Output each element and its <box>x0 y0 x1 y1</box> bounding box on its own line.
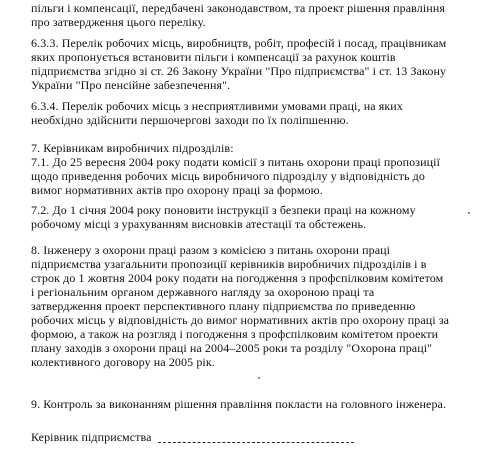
item-6-3-4-line: 6.3.4. Перелік робочих місць з несприятливими умовами праці, на яких <box>31 99 403 113</box>
section-8-line: 8. Інженеру з охорони праці разом з комісією з питань охорони праці <box>31 243 391 257</box>
item-6-3-3-line: України "Про пенсійне забезпечення". <box>31 78 231 92</box>
signature-line <box>158 442 354 443</box>
item-6-3-4-line: необхідно здійснити першочергові заходи по їх поліпшенню. <box>31 113 349 127</box>
item-6-3-3-line: 6.3.3. Перелік робочих місць, виробництв, робіт, професій і посад, працівникам <box>31 36 447 50</box>
item-7-1-line: щодо приведення робочих місць виробничого підрозділу у відповідність до <box>31 169 425 183</box>
section-8-line: строк до 1 жовтня 2004 року подати на погодження з профспілковим комітетом <box>31 271 444 285</box>
section-7-heading: 7. Керівникам виробничих підрозділів: <box>31 141 234 155</box>
signature-label: Керівник підприємства <box>31 430 152 444</box>
section-8-line: підприємства узагальнити пропозиції керівників виробничих підрозділів і в <box>31 257 427 271</box>
item-7-2-line: робочому місці з урахуванням висновків атестації та обстежень. <box>31 217 367 231</box>
section-8-line: робочих місць у відповідність до вимог нормативних актів про охорону праці за <box>31 313 450 327</box>
scan-speck <box>258 377 260 379</box>
item-6-3-3-line: підприємства згідно зі ст. 26 Закону України "Про підприємства" і ст. 13 Закону <box>31 64 447 78</box>
text-line: про затвердження цього переліку. <box>31 15 206 29</box>
section-8-line: колективного договору на 2005 рік. <box>31 355 215 369</box>
item-7-1-line: 7.1. До 25 вересня 2004 року подати комісії з питань охорони праці пропозиції <box>31 155 441 169</box>
scan-speck <box>468 212 470 214</box>
section-8-line: затвердження проект перспективного плану підприємства по приведенню <box>31 299 416 313</box>
item-7-1-line: вимог нормативних актів про охорону праці за формою. <box>31 183 323 197</box>
section-8-line: формою, а також на розгляд і погодження з профспілковим комітетом проекти <box>31 327 439 341</box>
section-8-line: і регіональним органом державного нагляду за охороною праці та <box>31 285 375 299</box>
item-7-2-line: 7.2. До 1 січня 2004 року поновити інструкції з безпеки праці на кожному <box>31 203 416 217</box>
section-9-text: 9. Контроль за виконанням рішення правління покласти на головного інженера. <box>31 397 447 411</box>
item-6-3-3-line: яких пропонується встановити пільги і компенсації за рахунок коштів <box>31 50 396 64</box>
section-8-line: плану заходів з охорони праці на 2004–2005 роки та розділу "Охорона праці" <box>31 341 433 355</box>
text-line: пільги і компенсації, передбачені законодавством, та проект рішення правління <box>31 1 445 15</box>
